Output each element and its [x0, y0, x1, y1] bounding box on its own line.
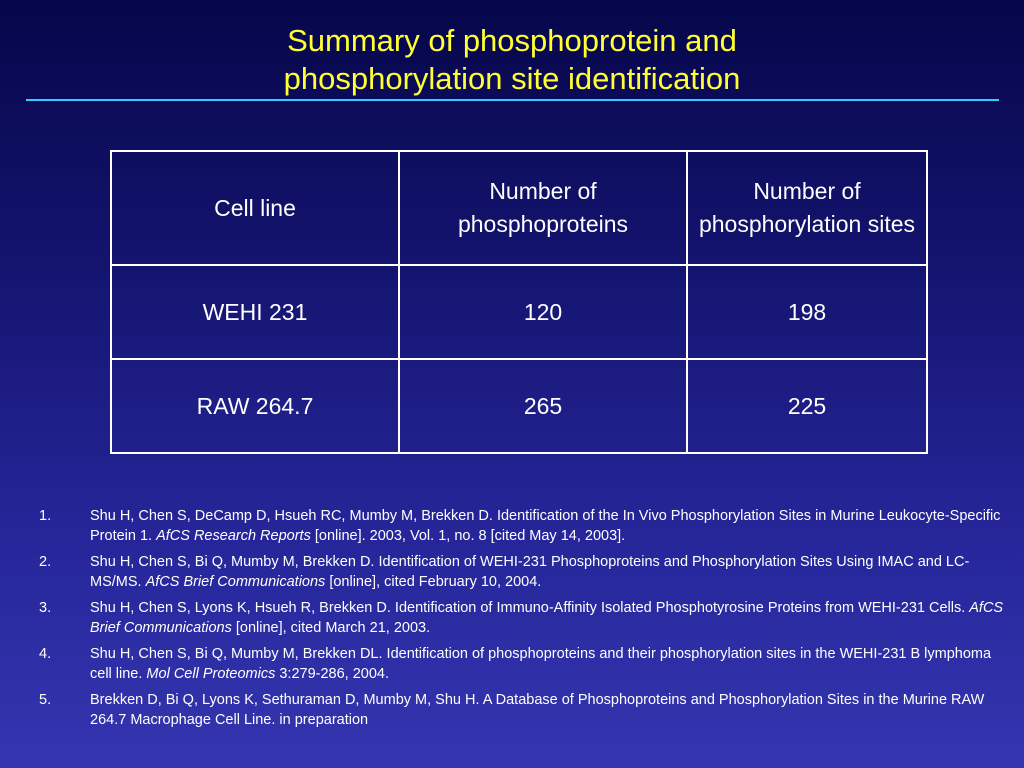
reference-text: Shu H, Chen S, DeCamp D, Hsueh RC, Mumby M, Brekken D. Identification of the In Vivo Phosphorylation Sites in Murine Leukocyte-Specific Protein 1.: [90, 508, 1001, 544]
reference-item: [30, 506, 1005, 546]
reference-text: Brekken D, Bi Q, Lyons K, Sethuraman D, Mumby M, Shu H. A Database of Phosphoproteins and Phosphorylation Sites in the Murine RAW 264.7 Macrophage Cell Line. in preparation: [90, 692, 985, 728]
reference-item: [30, 552, 1005, 592]
slide-title: [0, 22, 1024, 98]
reference-text-tail: 3:279-286, 2004.: [275, 666, 390, 682]
reference-number: 5.: [39, 692, 52, 708]
reference-journal: Mol Cell Proteomics: [146, 666, 276, 682]
slide-title-line-2: phosphorylation site identification: [283, 61, 741, 96]
cell-line-name: RAW 264.7: [111, 359, 399, 453]
reference-list: [30, 506, 1005, 736]
reference-number: 1.: [39, 508, 52, 524]
cell-site-count: 225: [687, 359, 927, 453]
reference-text-tail: [online]. 2003, Vol. 1, no. 8 [cited May 14, 2003].: [310, 528, 626, 544]
slide-title-line-1: Summary of phosphoprotein and: [287, 23, 737, 58]
reference-journal: AfCS Brief Communications: [90, 600, 1004, 636]
reference-text: Shu H, Chen S, Lyons K, Hsueh R, Brekken D. Identification of Immuno-Affinity Isolated Phosphotyrosine Proteins from WEHI-231 Cells.: [90, 600, 970, 616]
table-row: [111, 265, 927, 359]
reference-number: 2.: [39, 554, 52, 570]
cell-phosphoprotein-count: 265: [399, 359, 687, 453]
reference-item: [30, 644, 1005, 684]
reference-journal: AfCS Brief Communications: [145, 574, 326, 590]
reference-text: Shu H, Chen S, Bi Q, Mumby M, Brekken DL. Identification of phosphoproteins and their phosphorylation sites in the WEHI-231 B lymphoma cell line.: [90, 646, 992, 682]
cell-site-count: 198: [687, 265, 927, 359]
reference-text-tail: [online], cited February 10, 2004.: [325, 574, 542, 590]
summary-table: [110, 150, 928, 454]
reference-journal: AfCS Research Reports: [156, 528, 311, 544]
header-phosphorylation-sites: Number of phosphorylation sites: [687, 151, 927, 265]
cell-phosphoprotein-count: 120: [399, 265, 687, 359]
header-phosphoproteins: Number of phosphoproteins: [399, 151, 687, 265]
reference-item: [30, 598, 1005, 638]
reference-number: 4.: [39, 646, 52, 662]
header-cell-line: Cell line: [111, 151, 399, 265]
reference-text: Shu H, Chen S, Bi Q, Mumby M, Brekken D. Identification of WEHI-231 Phosphoproteins and Phosphorylation Sites Using IMAC and LC-MS/MS.: [90, 554, 970, 590]
reference-item: [30, 690, 1005, 730]
cell-line-name: WEHI 231: [111, 265, 399, 359]
reference-text-tail: [online], cited March 21, 2003.: [231, 620, 431, 636]
table-header-row: [111, 151, 927, 265]
title-divider: [26, 99, 999, 101]
table-row: [111, 359, 927, 453]
reference-number: 3.: [39, 600, 52, 616]
